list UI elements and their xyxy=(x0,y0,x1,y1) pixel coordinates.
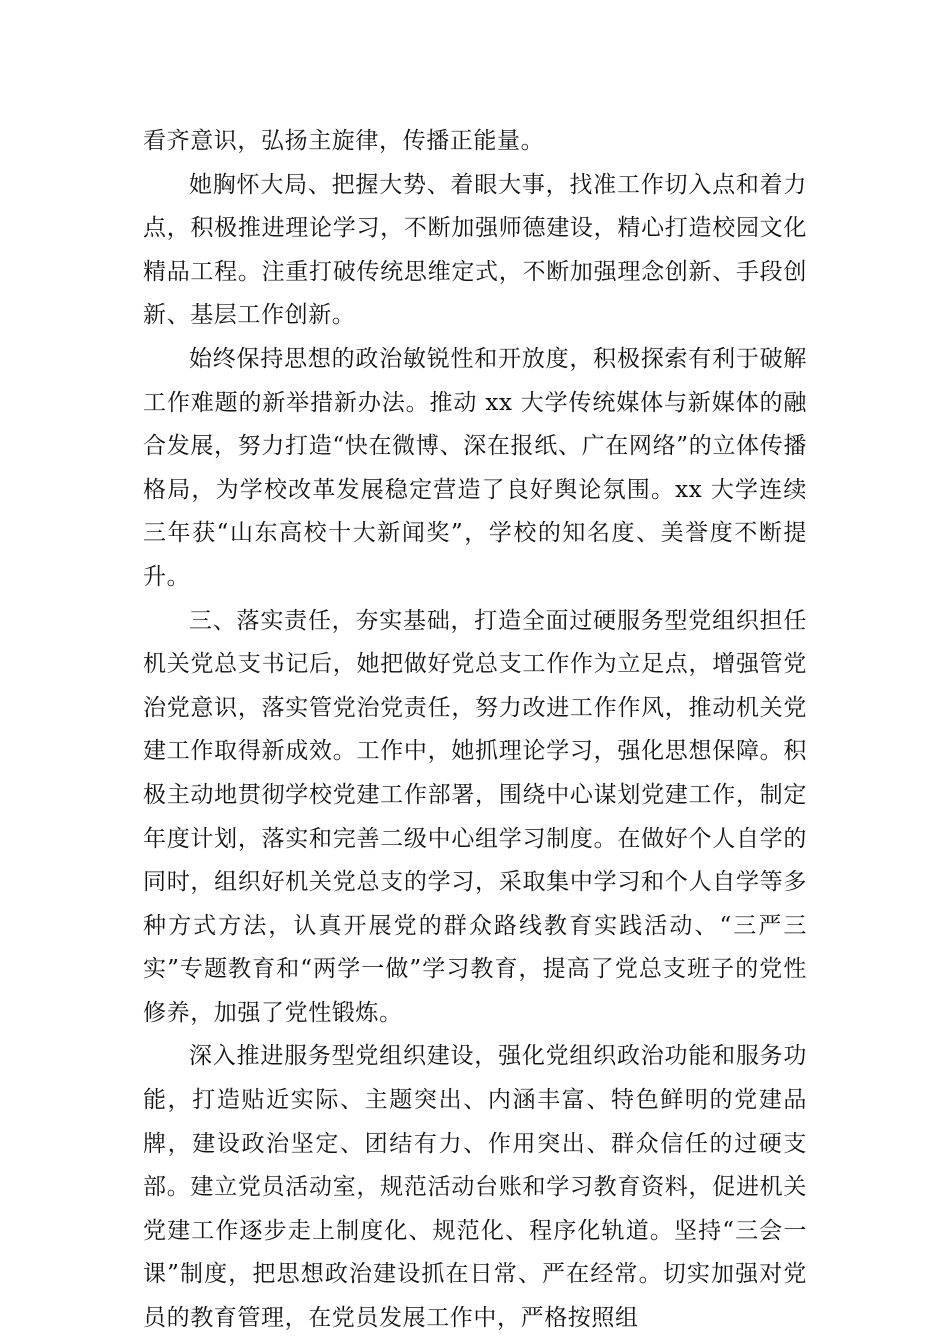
paragraph-responsibility: 三、落实责任，夯实基础，打造全面过硬服务型党组织担任机关党总支书记后，她把做好党总支工作作为立足点，增强管党治党意识，落实管党治党责任，努力改进工作作风，推动机关党建工作取得新成效。工作中，她抓理论学习，强化思想保障。积极主动地贯彻学校党建工作部署，围绕中心谋划党建工作，制定年度计划，落实和完善二级中心组学习制度。在做好个人自学的同时，组织好机关党总支的学习，采取集中学习和个人自学等多种方式方法，认真开展党的群众路线教育实践活动、“三严三实”专题教育和“两学一做”学习教育，提高了党总支班子的党性修养，加强了党性锻炼。 xyxy=(143,607,807,1026)
paragraph-continuation: 看齐意识，弘扬主旋律，传播正能量。 xyxy=(143,128,545,154)
paragraph-service-party-organization: 深入推进服务型党组织建设，强化党组织政治功能和服务功能，打造贴近实际、主题突出、内涵丰富、特色鲜明的党建品牌，建设政治坚定、团结有力、作用突出、群众信任的过硬支部。建立党员活动室，规范活动台账和学习教育资料，促进机关党建工作逐步走上制度化、规范化、程序化轨道。坚持“三会一课”制度，把思想政治建设抓在日常、严在经常。切实加强对党员的教育管理，在党员发展工作中，严格按照组 xyxy=(143,1043,807,1332)
paragraph-media-innovation: 始终保持思想的政治敏锐性和开放度，积极探索有利于破解工作难题的新举措新办法。推动 xx 大学传统媒体与新媒体的融合发展，努力打造“快在微博、深在报纸、广在网络”的立体传播格局，为学校改革发展稳定营造了良好舆论氛围。xx 大学连续三年获“山东高校十大新闻奖”，学校的知名度、美誉度不断提升。 xyxy=(143,345,807,590)
document-body xyxy=(143,120,807,1341)
paragraph-leadership: 她胸怀大局、把握大势、着眼大事，找准工作切入点和着力点，积极推进理论学习，不断加强师德建设，精心打造校园文化精品工程。注重打破传统思维定式，不断加强理念创新、手段创新、基层工作创新。 xyxy=(143,171,807,329)
